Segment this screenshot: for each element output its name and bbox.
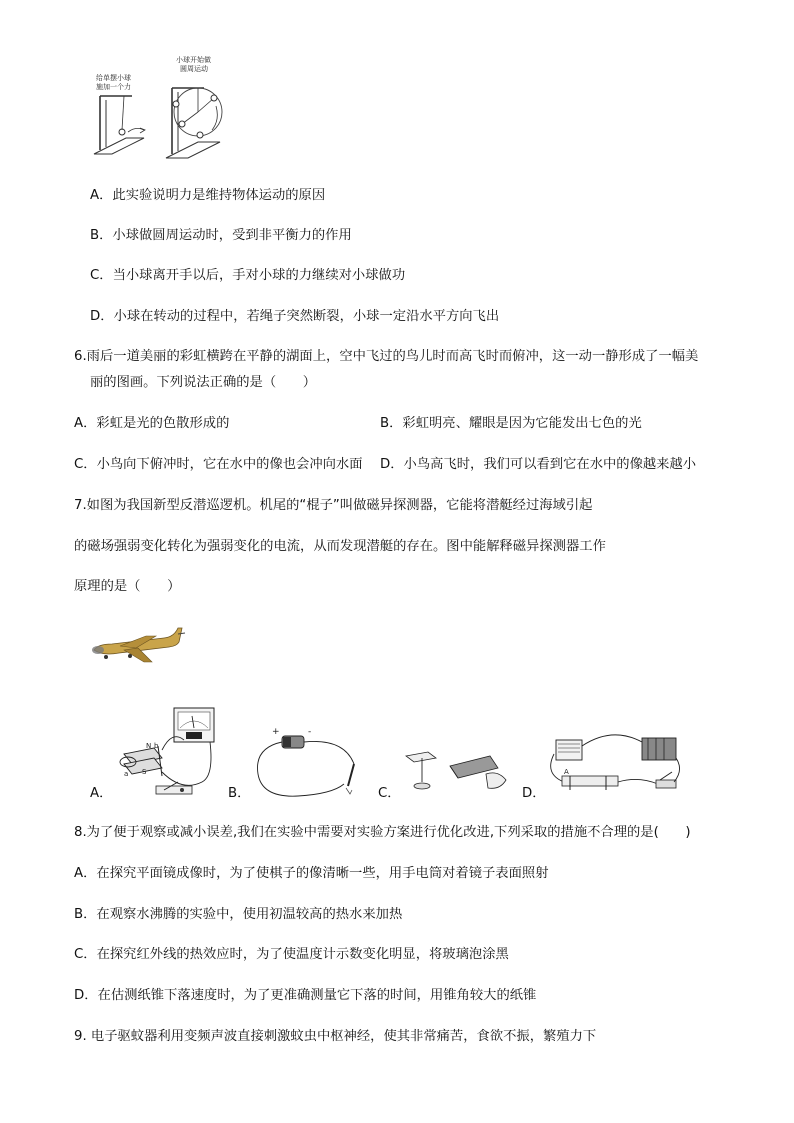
q7-fig-a-n-label: N — [146, 742, 152, 750]
q7-fig-a-a-label: a — [124, 770, 129, 778]
q8-option-b: B．在观察水沸腾的实验中，使用初温较高的热水来加热 — [74, 907, 403, 922]
q7-figure-c-electromagnet — [402, 744, 512, 798]
q7-figure-d-motor-circuit — [546, 732, 686, 800]
q7-label-c: C． — [378, 786, 401, 801]
q7-fig-a-s-label: S — [142, 768, 147, 776]
q6-stem-line-2: 丽的图画。下列说法正确的是（ ） — [90, 375, 317, 390]
q7-label-d: D． — [522, 786, 546, 801]
q6-stem-line-1: 6.雨后一道美丽的彩虹横跨在平静的湖面上，空中飞过的鸟儿时而高飞时而俯冲，这一动一静形成了一幅美 — [74, 349, 699, 364]
q7-fig-a-b-label: b — [154, 742, 159, 750]
q8-stem: 8.为了便于观察或减小误差,我们在实验中需要对实验方案进行优化改进,下列采取的措施不合理的是( ) — [74, 825, 691, 840]
q5-option-a: A．此实验说明力是维持物体运动的原因 — [90, 188, 326, 203]
q8-option-c: C．在探究红外线的热效应时，为了使温度计示数变化明显，将玻璃泡涂黑 — [74, 947, 509, 962]
pendulum-right-label-1: 小球开始做 — [176, 56, 211, 64]
q7-fig-b-plus-label: + — [272, 727, 280, 737]
q9-stem-line-1: 9. 电子驱蚊器利用变频声波直接刺激蚊虫中枢神经，使其非常痛苦，食欲不振，繁殖力下 — [74, 1029, 597, 1044]
q7-label-b: B． — [228, 786, 251, 801]
q7-fig-b-minus-label: - — [308, 727, 312, 737]
q7-stem-line-2: 的磁场强弱变化转化为强弱变化的电流，从而发现潜艇的存在。图中能解释磁异探测器工作 — [74, 539, 606, 554]
q7-figure-b-solenoid — [252, 722, 372, 800]
q6-option-c: C．小鸟向下俯冲时，它在水中的像也会冲向水面 — [74, 457, 363, 472]
q5-option-c: C．当小球离开手以后，手对小球的力继续对小球做功 — [90, 268, 406, 283]
q6-option-d: D．小鸟高飞时，我们可以看到它在水中的像越来越小 — [380, 457, 697, 472]
q6-option-a: A．彩虹是光的色散形成的 — [74, 416, 230, 431]
pendulum-left-label-2: 施加一个力 — [96, 83, 131, 91]
q8-option-d: D．在估测纸锥下落速度时，为了更准确测量它下落的时间，用锥角较大的纸锥 — [74, 988, 537, 1003]
patrol-aircraft-image — [90, 624, 186, 668]
pendulum-drawing — [88, 54, 238, 166]
pendulum-figure — [88, 54, 238, 166]
q7-label-a: A． — [90, 786, 113, 801]
q8-option-a: A．在探究平面镜成像时，为了使棋子的像清晰一些，用手电筒对着镜子表面照射 — [74, 866, 549, 881]
pendulum-left-label-1: 给单摆小球 — [96, 74, 131, 82]
pendulum-right-label-2: 圆周运动 — [180, 65, 208, 73]
q7-fig-d-a-label: A — [564, 768, 569, 776]
q7-stem-line-1: 7.如图为我国新型反潜巡逻机。机尾的“棍子”叫做磁异探测器，它能将潜艇经过海域引起 — [74, 498, 593, 513]
q5-option-d: D．小球在转动的过程中，若绳子突然断裂，小球一定沿水平方向飞出 — [90, 309, 500, 324]
q5-option-b: B．小球做圆周运动时，受到非平衡力的作用 — [90, 228, 352, 243]
q7-figure-a-generator — [112, 706, 220, 802]
q6-option-b: B．彩虹明亮、耀眼是因为它能发出七色的光 — [380, 416, 642, 431]
q7-stem-line-3: 原理的是（ ） — [74, 579, 181, 594]
